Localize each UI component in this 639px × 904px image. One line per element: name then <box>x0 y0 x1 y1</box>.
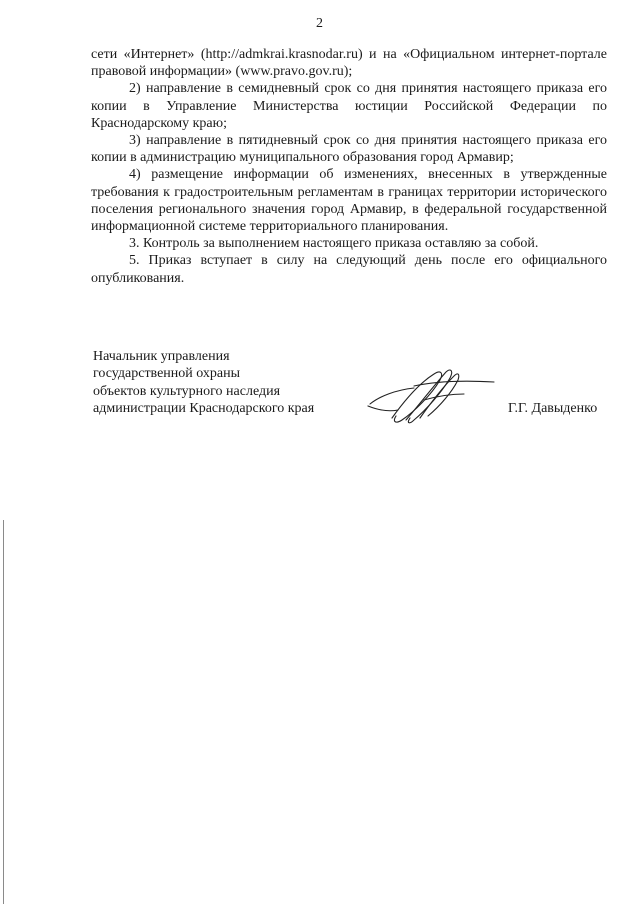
page-number: 2 <box>316 16 323 31</box>
paragraph-information-system: 4) размещение информации об изменениях, внесенных в утвержденные требования к градостроительным регламентам в границах территории исторического поселения регионального значения город Армавир, в федеральной государственной информационной системе территориального планирования. <box>91 167 607 235</box>
signatory-position <box>93 348 343 417</box>
paragraph-entry-into-force: 5. Приказ вступает в силу на следующий день после его официального опубликования. <box>91 253 607 286</box>
paragraph-internet-publication: сети «Интернет» (http://admkrai.krasnodar.ru) и на «Официальном интернет-портале правовой информации» (www.pravo.gov.ru); <box>91 47 607 80</box>
document-body <box>91 46 607 287</box>
signatory-position-line: администрации Краснодарского края <box>93 400 315 416</box>
signatory-position-line: объектов культурного наследия <box>93 383 281 399</box>
paragraph-ministry-justice: 2) направление в семидневный срок со дня принятия настоящего приказа его копии в Управление Министерства юстиции Российской Федерации по Краснодарскому краю; <box>91 81 607 131</box>
scan-edge-line <box>3 520 4 904</box>
paragraph-control: 3. Контроль за выполнением настоящего приказа оставляю за собой. <box>129 236 539 252</box>
signatory-name: Г.Г. Давыденко <box>508 401 598 416</box>
signatory-position-line: Начальник управления <box>93 349 230 364</box>
paragraph-armavir-administration: 3) направление в пятидневный срок со дня принятия настоящего приказа его копии в администрацию муниципального образования город Армавир; <box>91 133 607 166</box>
signatory-position-line: государственной охраны <box>93 366 241 382</box>
handwritten-signature <box>362 360 502 430</box>
